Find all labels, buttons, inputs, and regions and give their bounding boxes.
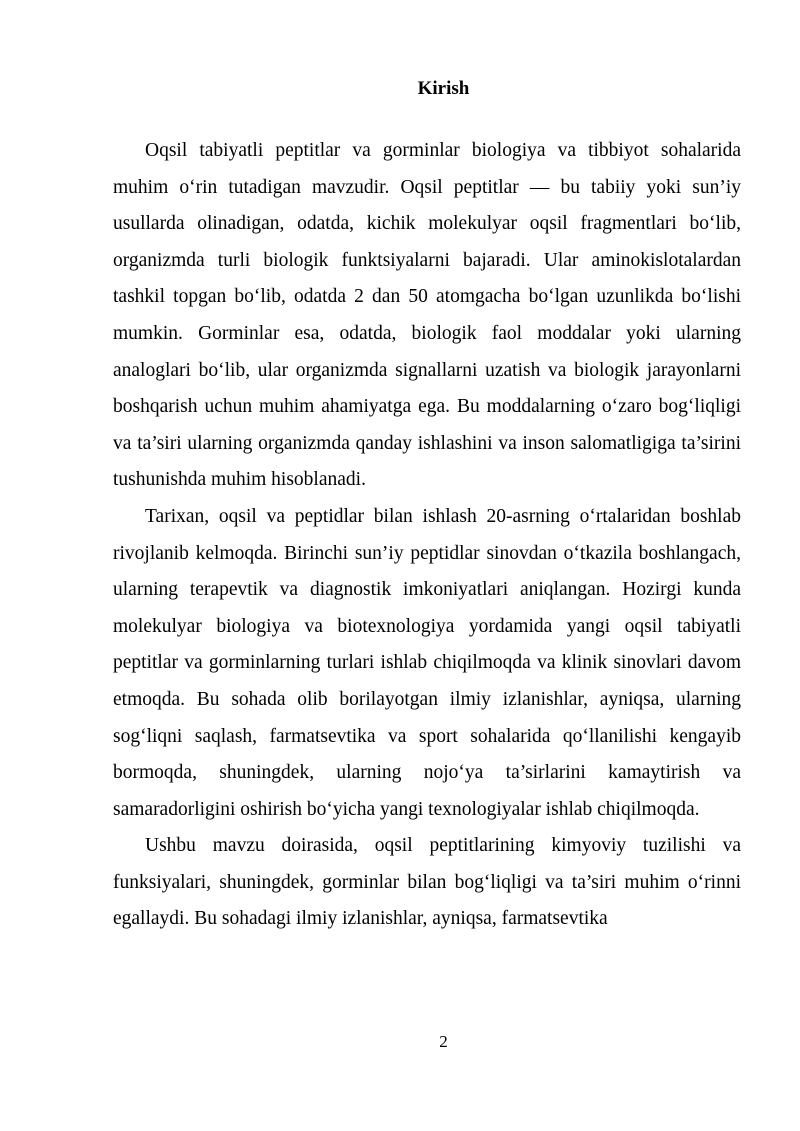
body-text [113, 133, 741, 938]
paragraph-3: Ushbu mavzu doirasida, oqsil peptitlarining kimyoviy tuzilishi va funksiyalari, shuningdek, gorminlar bilan bog‘liqligi va ta’siri muhim o‘rinni egallaydi. Bu sohadagi ilmiy izlanishlar, ayniqsa, farmatsevtika [113, 835, 741, 930]
page-number: 2 [439, 1032, 448, 1051]
paragraph-2: Tarixan, oqsil va peptidlar bilan ishlash 20-asrning o‘rtalaridan boshlab rivojlanib kelmoqda. Birinchi sun’iy peptidlar sinovdan o‘tkazila boshlangach, ularning terapevtik va diagnostik imkoniyatlari aniqlangan. Hozirgi kunda molekulyar biologiya va biotexnologiya yordamida yangi oqsil tabiyatli peptitlar va gorminlarning turlari ishlab chiqilmoqda va klinik sinovlari davom etmoqda. Bu sohada olib borilayotgan ilmiy izlanishlar, ayniqsa, ularning sog‘liqni saqlash, farmatsevtika va sport sohalarida qo‘llanilishi kengayib bormoqda, shuningdek, ularning nojo‘ya ta’sirlarini kamaytirish va samaradorligini oshirish bo‘yicha yangi texnologiyalar ishlab chiqilmoqda. [113, 505, 741, 820]
page-title: Kirish [417, 78, 470, 99]
paragraph-1: Oqsil tabiyatli peptitlar va gorminlar biologiya va tibbiyot sohalarida muhim o‘rin tutadigan mavzudir. Oqsil peptitlar — bu tabiiy yoki sun’iy usullarda olinadigan, odatda, kichik molekulyar oqsil fragmentlari bo‘lib, organizmda turli biologik funktsiyalarni bajaradi. Ular aminokislotalardan tashkil topgan bo‘lib, odatda 2 dan 50 atomgacha bo‘lgan uzunlikda bo‘lishi mumkin. Gorminlar esa, odatda, biologik faol moddalar yoki ularning analoglari bo‘lib, ular organizmda signallarni uzatish va biologik jarayonlarni boshqarish uchun muhim ahamiyatga ega. Bu moddalarning o‘zaro bog‘liqligi va ta’siri ularning organizmda qanday ishlashini va inson salomatligiga ta’sirini tushunishda muhim hisoblanadi. [113, 140, 741, 491]
